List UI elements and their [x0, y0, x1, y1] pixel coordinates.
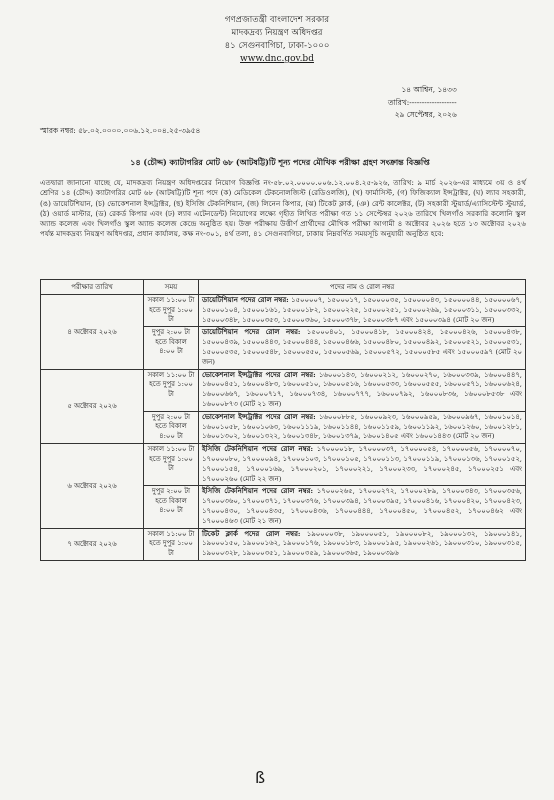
- time-cell: সকাল ১১:০০ টা হতে দুপুর ১:০০ টা: [144, 444, 199, 486]
- rolls-cell: [199, 369, 526, 411]
- rolls-cell: [199, 295, 526, 327]
- rolls-cell: [199, 327, 526, 369]
- header-post-rolls: পদের নাম ও রোল নম্বর: [199, 280, 526, 295]
- roll-numbers: ১৫০০০০৭, ১৫০০০১৭, ১৫০০০০৩৫, ১৫০০০০৪৩, ১৫০০০০৪৪, ১৫০০০০৬৭, ১৫০০০১০৪, ১৫০০০১৬১, ১৫০০০১৮২, ১৫০০০২২৫, ১৫০০০২৫১, ১৫০০০২৬৯, ১৫০০০৩১১, ১৫০০০৩৩২, ১৫০০০৩৪৮, ১৫০০০৩৫৩, ১৫০০০৩৬০, ১৫০০০৩৭৮, ১৫০০০৩৮৭ এবং ১৫০০০৩৯৪ (মোট ২০ জন): [202, 296, 522, 324]
- post-name: ইসিজি টেকনিশিয়ান পদের রোল নম্বর:: [202, 487, 313, 496]
- post-name: ভোকেশনাল ইন্সট্রাক্টর পদের রোল নম্বর:: [202, 412, 316, 421]
- post-name: টিকেট ক্লার্ক পদের রোল নম্বর:: [202, 529, 301, 538]
- roll-numbers: ১৬০০০৮৮৫, ১৬০০০৯২৩, ১৬০০০৯৫৯, ১৬০০০৯৬৭, ১৬০০১০১৪, ১৬০০১০৫৮, ১৬০০১০৬৩, ১৬০০১১১৯, ১৬০০১১৪৪, ১৬০০১১৫৯, ১৬০০১১৯২, ১৬০০১২৬০, ১৬০০১২৮১, ১৬০০১৩০২, ১৬০০১৩২২, ১৬০০১৩৪৮, ১৬০০১৩৭৯, ১৬০০১৪০৫ এবং ১৬০০১৪৪৩ (মোট ২০ জন): [202, 412, 522, 441]
- time-cell: সকাল ১১:০০ টা হতে দুপুর ১:০০ টা: [144, 295, 199, 327]
- exam-date-cell: ৫ অক্টোবর ২০২৬: [41, 369, 144, 444]
- schedule-table: [40, 279, 526, 561]
- post-name: ইসিজি টেকনিশিয়ান পদের রোল নম্বর:: [202, 445, 313, 454]
- roll-numbers: ১৬০০০১৪৩, ১৬০০০২১২, ১৬০০০২৭০, ১৬০০০৩৩৯, ১৬০০০৪৪৭, ১৬০০০৪৫১, ১৬০০০৪৮৩, ১৬০০০৫১০, ১৬০০০৫১৬, ১৬০০০৫৩৩, ১৬০০০৫৫৫, ১৬০০০৫৭১, ১৬০০০৬২৪, ১৬০০০৬৬৭, ১৬০০০৭১৭, ১৬০০০৭৩৪, ১৬০০০৭৭৭, ১৬০০০৭৯২, ১৬০০০৮৩৬, ১৬০০০৮৫৩৮ এবং ১৬০০০৮৭৩ (মোট ২১ জন): [202, 370, 522, 408]
- rolls-cell: [199, 486, 526, 528]
- header-time: সময়: [144, 280, 199, 295]
- post-name: ডায়েটিশিয়ান পদের রোল নম্বর:: [202, 328, 301, 337]
- exam-date-cell: ৭ অক্টোবর ২০২৬: [41, 528, 144, 560]
- memo-date: [388, 84, 457, 122]
- time-cell: দুপুর ২:০০ টা হতে বিকাল ৪:০০ টা: [144, 486, 199, 528]
- bangla-date: ১৪ আশ্বিন, ১৪৩৩: [401, 85, 457, 94]
- rolls-cell: [199, 528, 526, 560]
- table-row: [41, 444, 526, 486]
- notice-body: এতদ্বারা জানানো যাচ্ছে যে, মাদকদ্রব্য নিয়ন্ত্রণ অধিদপ্তরের নিয়োগ বিজ্ঞপ্তি নং-৫৮.০২.০০০০.০০৬.১২.০০৪.২৫-৯২৬, তারিখ: ৯ মার্চ ২০২৬-এর মাধ্যমে ৩য় ও ৪র্থ শ্রেণির ১৪ (চৌদ্দ) ক্যাটাগরির মোট ৬৮ (আটষট্টি)টি শূন্য পদে (ক) মেডিকেল টেকনোলজিস্ট (রেডিওলজি), (খ) ফার্মাসিস্ট, (গ) ফিজিক্যাল ইন্সট্রাক্টর, (ঘ) ল্যাব সহকারী, (ঙ) ডায়েটিশিয়ান, (চ) ভোকেশনাল ইন্সট্রাক্টর, (ছ) ইসিজি টেকনিশিয়ান, (জ) লিনেন কিপার, (ঝ) টিকেট ক্লার্ক, (ঞ) রেন্ট কালেক্টর, (ট) সহকারী স্টুয়ার্ড/এ্যাসিস্টেন্ট স্টুয়ার্ড, (ঠ) ওয়ার্ড মাস্টার, (ড) রেকর্ড কিপার এবং (ঢ) ল্যাব এটেনডেন্ট) নিয়োগের লক্ষ্যে গৃহীত লিখিত পরীক্ষা গত ১১ সেপ্টেম্বর ২০২৬ তারিখে খিলগাঁও সরকারি কলোনি স্কুল অ্যান্ড কলেজ এবং খিলগাঁও স্কুল অ্যান্ড কলেজ কেন্দ্রে অনুষ্ঠিত হয়। উক্ত পরীক্ষায় উত্তীর্ণ প্রার্থীদের মৌখিক পরীক্ষা আগামী ৪ অক্টোবর ২০২৬ হতে ১৩ অক্টোবর ২০২৬ পর্যন্ত মাদকদ্রব্য নিয়ন্ত্রণ অধিদপ্তর, প্রধান কার্যালয়, কক্ষ নং-৩০১, ৪র্থ তলা, ৪১ সেগুনবাগিচা, ঢাকায় নিম্নবর্ণিত সময়সূচি অনুযায়ী অনুষ্ঠিত হবে:: [40, 178, 526, 239]
- website-link[interactable]: www.dnc.gov.bd: [240, 54, 314, 64]
- table-header-row: [41, 280, 526, 295]
- roll-numbers: ১৯০০০০৩৮, ১৯০০০০৫১, ১৯০০০০৮২, ১৯০০০১৩২, ১৯০০০১৪১, ১৯০০০১৫০, ১৯০০০১৬২, ১৯০০০১৭৬, ১৯০০০১৮৩, ১৯০০০১৯৫, ১৯০০০২৬১, ১৯০০০৩১০, ১৯০০০৩১৫, ১৯০০০৩২৮, ১৯০০০৩৫১, ১৯০০০৩৫৯, ১৯০০০৩৬৫, ১৯০০০৩৯৬: [202, 529, 523, 558]
- table-row: [41, 295, 526, 327]
- signature-mark: ß: [255, 768, 266, 787]
- govt-name: গণপ্রজাতন্ত্রী বাংলাদেশ সরকার: [224, 15, 330, 25]
- rolls-cell: [199, 411, 526, 443]
- exam-date-cell: ৪ অক্টোবর ২০২৬: [41, 295, 144, 370]
- table-row: [41, 528, 526, 560]
- post-name: ভোকেশনাল ইন্সট্রাক্টর পদের রোল নম্বর:: [202, 370, 316, 379]
- time-cell: সকাল ১১:০০ টা হতে দুপুর ১:০০ টা: [144, 528, 199, 560]
- exam-date-cell: ৬ অক্টোবর ২০২৬: [41, 444, 144, 528]
- roll-numbers: ১৭০০০০১৮, ১৭০০০০৩৭, ১৭০০০০৫৪, ১৭০০০০৫৬, ১৭০০০০৭০, ১৭০০০০৮০, ১৭০০০০৯৪, ১৭০০০১০৩, ১৭০০০১০৫, ১৭০০০১১৩, ১৭০০০১১৯, ১৭০০০১৩৬, ১৭০০০১৫২, ১৭০০০১৫৪, ১৭০০০১৬৯, ১৭০০০২০১, ১৭০০০২২১, ১৭০০০২৩৩, ১৭০০০২৪৫, ১৭০০০২৫১ এবং ১৭০০০২৬০ (মোট ২২ জন): [202, 445, 522, 483]
- office-address: ৪১ সেগুনবাগিচা, ঢাকা-১০০০: [224, 41, 330, 51]
- department-name: মাদকদ্রব্য নিয়ন্ত্রণ অধিদপ্তর: [231, 28, 323, 38]
- post-name: ডায়েটিশিয়ান পদের রোল নম্বর:: [202, 296, 289, 304]
- rolls-cell: [199, 444, 526, 486]
- table-row: [41, 369, 526, 411]
- memo-number: স্মারক নম্বর: ৫৮.০২.০০০০.০০৬.১২.০০৪.২৫-৩৯৫৪: [40, 126, 201, 135]
- date-line: [388, 97, 457, 110]
- notice-title: ১৪ (চৌদ্দ) ক্যাটাগরির মোট ৬৮ (আটষট্টি)টি শূন্য পদের মৌখিক পরীক্ষা গ্রহণ সংক্রান্ত বিজ্ঞপ্তি: [130, 157, 430, 167]
- office-header: [0, 14, 554, 66]
- roll-numbers: ১৫০০০৪০১, ১৫০০০৪১৮, ১৫০০০৪২৪, ১৫০০০৪২৬, ১৫০০০৪৩৮, ১৫০০০৪৩৯, ১৫০০০৪৪৩, ১৫০০০৪৪৪, ১৫০০০৪৬৬, ১৫০০০৪৮০, ১৫০০০৪৯২, ১৫০০০৫২১, ১৫০০০৫৩১, ১৫০০০৫৩৫, ১৫০০০৫৪৮, ১৫০০০৫৫০, ১৫০০০৫৬৯, ১৫০০০৫৭২, ১৫০০০৫৮৫ এবং ১৫০০০৫৯৭ (মোট ২০ জন): [202, 328, 523, 366]
- time-cell: দুপুর ২:০০ টা হতে বিকাল ৪:০০ টা: [144, 327, 199, 369]
- time-cell: দুপুর ২:০০ টা হতে বিকাল ৪:০০ টা: [144, 411, 199, 443]
- english-date: ২৯ সেপ্টেম্বর, ২০২৬: [394, 110, 457, 119]
- header-exam-date: পরীক্ষার তারিখ: [41, 280, 144, 295]
- date-label: তারিখ:: [388, 97, 410, 107]
- date-dashes: -------------------: [409, 97, 457, 107]
- time-cell: সকাল ১১:০০ টা হতে দুপুর ১:০০ টা: [144, 369, 199, 411]
- roll-numbers: ১৭০০০২৬৫, ১৭০০০২৭২, ১৭০০০২৮৯, ১৭০০০৩৪৩, ১৭০০০৩৫৬, ১৭০০০৩৬০, ১৭০০০৩৭১, ১৭০০০৩৭৬, ১৭০০০৩৯৪, ১৭০০০৩৯৫, ১৭০০০৪১৬, ১৭০০০৪২০, ১৭০০০৪২৩, ১৭০০০৪৩০, ১৭০০০৪৩৫, ১৭০০০৪৩৬, ১৭০০০৪৪৪, ১৭০০০৪৫০, ১৭০০০৪৫২, ১৭০০০৪৬২ এবং ১৭০০০৪৬৩ (মোট ২১ জন): [202, 487, 522, 525]
